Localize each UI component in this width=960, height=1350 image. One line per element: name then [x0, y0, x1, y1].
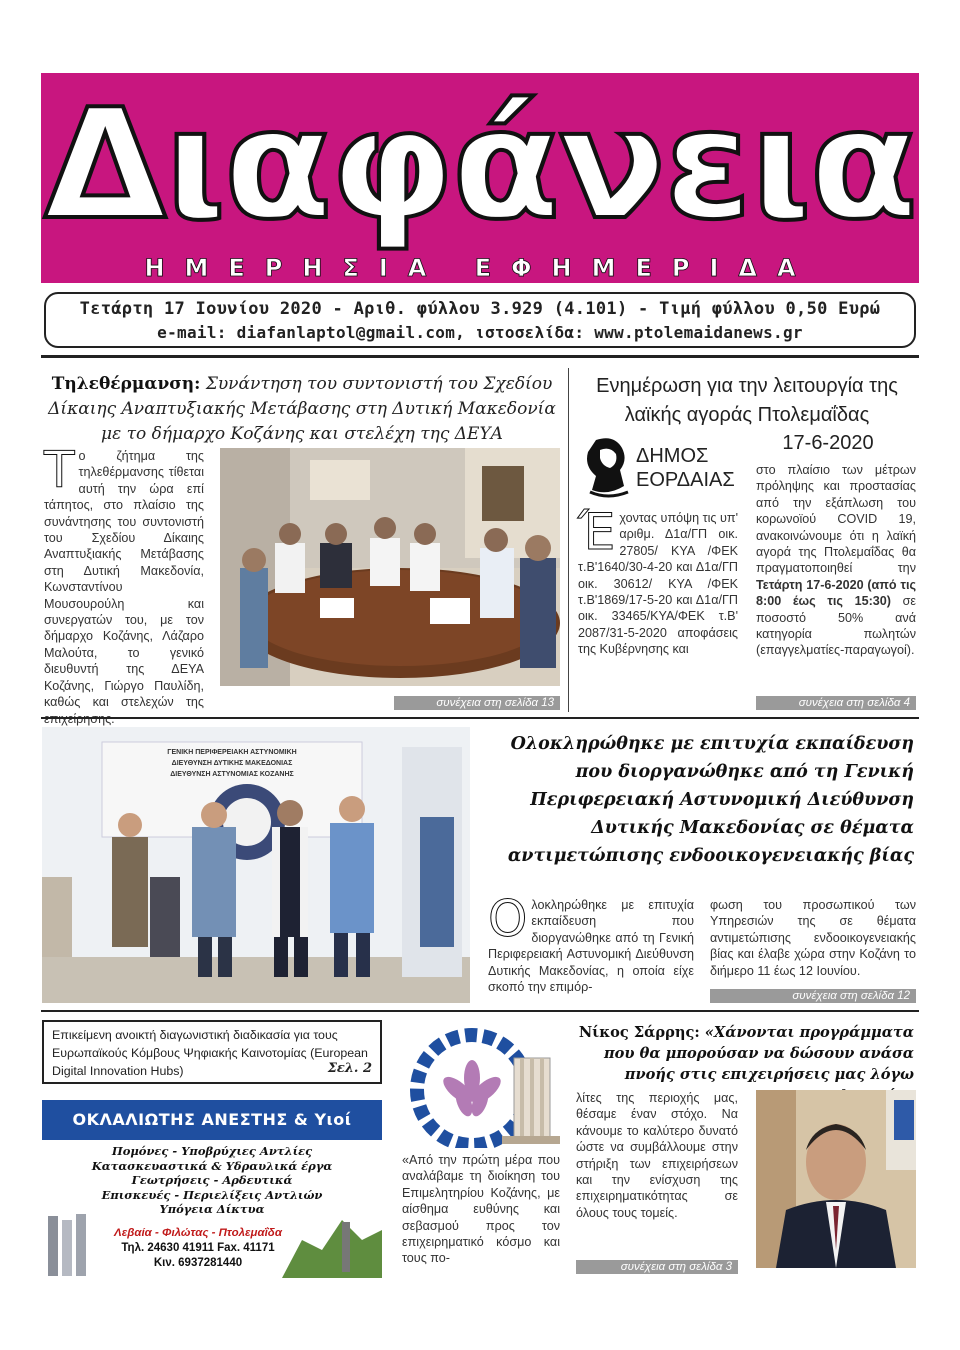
dropcap: Ο — [488, 890, 528, 948]
ad-service-line: Κατασκευαστικά & Υδραυλικά έργα — [91, 1158, 333, 1173]
continue-link[interactable]: συνέχεια στη σελίδα 3 — [576, 1260, 738, 1274]
ad-service-line: Γεωτρήσεις - Αρδευτικά — [131, 1173, 293, 1187]
article-headline[interactable] — [578, 372, 916, 430]
dropcap: Τ — [44, 441, 75, 499]
municipality-line: ΕΟΡΔΑΙΑΣ — [636, 469, 735, 491]
continue-link[interactable]: συνέχεια στη σελίδα 4 — [756, 696, 916, 710]
article-body-text: φωση του προσωπικού των Υπηρεσιών της σε θέματα αντιμετώπισης ενδοοικογενειακής βίας και έλαβε χώρα στην Κοζάνη το διήμερο 11 έως 12 Ιουνίου. — [710, 898, 916, 978]
meeting-photo — [220, 448, 560, 686]
photo-sign-text: ΓΕΝΙΚΗ ΠΕΡΙΦΕΡΕΙΑΚΗ ΑΣΤΥΝΟΜΙΚΗ — [167, 749, 297, 756]
headline-text: «Χάνονται προγράμματα που θα μπορούσαν να δώσουν ανάσα πνοής στις επιχειρήσεις μας λόγω — [604, 1024, 914, 1083]
promo-text: Επικείμενη ανοικτή διαγωνιστική διαδικασία για τους Ευρωπαϊκούς Κόμβους Ψηφιακής Καινοτομίας (European Digital Innovation Hubs) — [52, 1028, 368, 1078]
divider — [41, 717, 919, 719]
article-body — [44, 441, 204, 727]
headline-kicker: Νίκος Σάρρης: — [578, 1024, 700, 1041]
article-body-text: λοκληρώθηκε με επιτυχία εκπαίδευση που διοργανώθηκε από τη Γενική Περιφερειακή Αστυνομική Διεύθυνση Δυτικής Μακεδονίας, η οποία είχε σκοπό την επιμόρ- — [488, 898, 694, 995]
ad-mobile: Κιν. 6937281440 — [153, 1257, 243, 1269]
promo-page: Σελ. 2 — [327, 1061, 372, 1076]
article-body-text: σε ποσοστό 50% ανά κατηγορία πωλητών (επαγγελματίες-παραγωγοί). — [756, 594, 916, 658]
photo-sign-text: ΔΙΕΥΘΥΝΣΗ ΔΥΤΙΚΗΣ ΜΑΚΕΔΟΝΙΑΣ — [171, 760, 293, 767]
article-body — [402, 1152, 560, 1267]
newspaper-subtitle: ΗΜΕΡΗΣΙΑ ΕΦΗΜΕΡΙΔΑ — [144, 254, 816, 282]
headline-text: Ολοκληρώθηκε με επιτυχία εκπαίδευση που διοργανώθηκε από τη Γενική Περιφερειακή Αστυνομική Διεύθυνση Δυτικής Μακεδονίας σε θέματα αντιμετώπισης ενδοοικογενειακής βίας — [507, 734, 914, 866]
article-body-text: στο πλαίσιο των μέτρων πρόληψης και προστασίας από την εξάπλωση του κορωνοϊού COVID 19, ανακοινώνουμε ότι η λαϊκή αγορά της Πτολεμαΐδας θα πραγματοποιηθεί την — [756, 463, 916, 576]
article-body-emphasis: Τετάρτη 17-6-2020 (από τις 8:00 έως τις 15:30) — [756, 577, 916, 609]
ad-contact — [98, 1226, 298, 1271]
dropcap: Έ — [578, 503, 616, 561]
headline-text: Ενημέρωση για την λειτουργία της λαϊκής αγοράς Πτολεμαΐδας — [596, 375, 898, 426]
article-headline[interactable] — [44, 372, 560, 447]
municipality-line: ΔΗΜΟΣ — [636, 445, 709, 467]
headline-text: Συνάντηση του συντονιστή του Σχεδίου Δίκαιης Αναπτυξιακής Μετάβασης στη Δυτική Μακεδονία με το δήμαρχο Κοζάνης και στελέχη της ΔΕΥΑ — [48, 374, 556, 444]
municipality-logo-icon — [578, 436, 638, 500]
masthead — [41, 73, 919, 283]
police-training-photo — [42, 727, 470, 1003]
advertisement[interactable] — [42, 1100, 382, 1278]
promo-box[interactable] — [42, 1020, 382, 1084]
portrait-photo — [756, 1090, 916, 1268]
issue-info-box — [44, 292, 916, 348]
issue-info-line: Τετάρτη 17 Ιουνίου 2020 - Αριθ. φύλλου 3.929 (4.101) - Τιμή φύλλου 0,50 Ευρώ — [79, 299, 881, 319]
ad-phones: Τηλ. 24630 41911 Fax. 41171 — [121, 1242, 275, 1254]
newspaper-title: Διαφάνεια — [44, 76, 916, 253]
article-body — [756, 462, 916, 659]
article-body-text: χοντας υπόψη τις υπ' αριθμ. Δ1α/ΓΠ οικ. 27805/ ΚΥΑ /ΦΕΚ τ.Β'1640/30-4-20 και Δ1α/ΓΠ οικ. 30612/ ΚΥΑ /ΦΕΚ τ.Β'1869/17-5-20 και Δ1α/ΓΠ οικ. 33465/ΚΥΑ/ΦΕΚ τ.Β' 2087/31-5-2020 αποφάσεις της Κυβέρνησης και — [578, 511, 738, 657]
divider — [41, 1010, 919, 1012]
photo-sign-text: ΔΙΕΥΘΥΝΣΗ ΑΣΤΥΝΟΜΙΑΣ ΚΟΖΑΝΗΣ — [170, 771, 294, 778]
article-headline[interactable] — [476, 730, 914, 870]
ad-locations: Λεβαία - Φιλώτας - Πτολεμαΐδα — [114, 1227, 282, 1239]
continue-link[interactable]: συνέχεια στη σελίδα 12 — [710, 989, 916, 1003]
municipality-name — [636, 444, 746, 492]
ad-service-line: Υπόγεια Δίκτυα — [159, 1202, 265, 1216]
article-body — [576, 1090, 738, 1221]
article-body — [710, 897, 916, 979]
article-body — [488, 890, 694, 995]
column-divider — [568, 368, 569, 712]
ad-service-line: Επισκευές - Περιελίξεις Αντλιών — [101, 1187, 323, 1202]
ad-services — [42, 1144, 382, 1217]
headline-kicker: Τηλεθέρμανση: — [51, 374, 201, 394]
ad-service-line: Πομόνες - Υποβρύχιες Αντλίες — [111, 1144, 313, 1158]
chamber-logo-icon — [402, 1018, 562, 1148]
ad-title: ΟΚΛΑΛΙΩΤΗΣ ΑΝΕΣΤΗΣ & Υιοί — [42, 1100, 382, 1140]
article-body-text: «Από την πρώτη μέρα που αναλάβαμε τη διοίκηση του Επιμελητηρίου Κοζάνης, με αίσθημα ευθύνης και σεβασμού προς τον επιχειρηματικό κόσμο και τους πο- — [402, 1153, 560, 1266]
divider — [41, 355, 919, 358]
article-body — [578, 503, 738, 658]
headline-date: 17-6-2020 — [782, 432, 874, 454]
article-body-text: ο ζήτημα της τηλεθέρμανσης τίθεται αυτή την ώρα επί τάπητος, στο πλαίσιο της συνάντησης του συντονιστή του Σχεδίου Δίκαιης Αναπτυξιακής Μετάβασης στη Δυτική Μακεδονία, Κωνσταντίνου Μουσουρούλη και συνεργατών του, με τον δήμαρχο Κοζάνης, Λάζαρο Μαλούτα, το γενικό διευθυντή της ΔΕΥΑ Κοζάνης, Γιώργο Παυλίδη, καθώς και στελεχών της — [44, 449, 204, 710]
article-body-text: λίτες της περιοχής μας, θέσαμε έναν στόχο. Να κάνουμε το καλύτερο δυνατό ώστε να συμβάλλουμε στην στήριξη των επιχειρήσεων και την ενίσχυση της επιχειρηματικότητας σε όλους τους τομείς. — [576, 1091, 738, 1220]
continue-link[interactable]: συνέχεια στη σελίδα 13 — [394, 696, 560, 710]
contact-info-line: e-mail: diafanlaptol@gmail.com, ιστοσελίδα: www.ptolemaidanews.gr — [157, 323, 803, 342]
